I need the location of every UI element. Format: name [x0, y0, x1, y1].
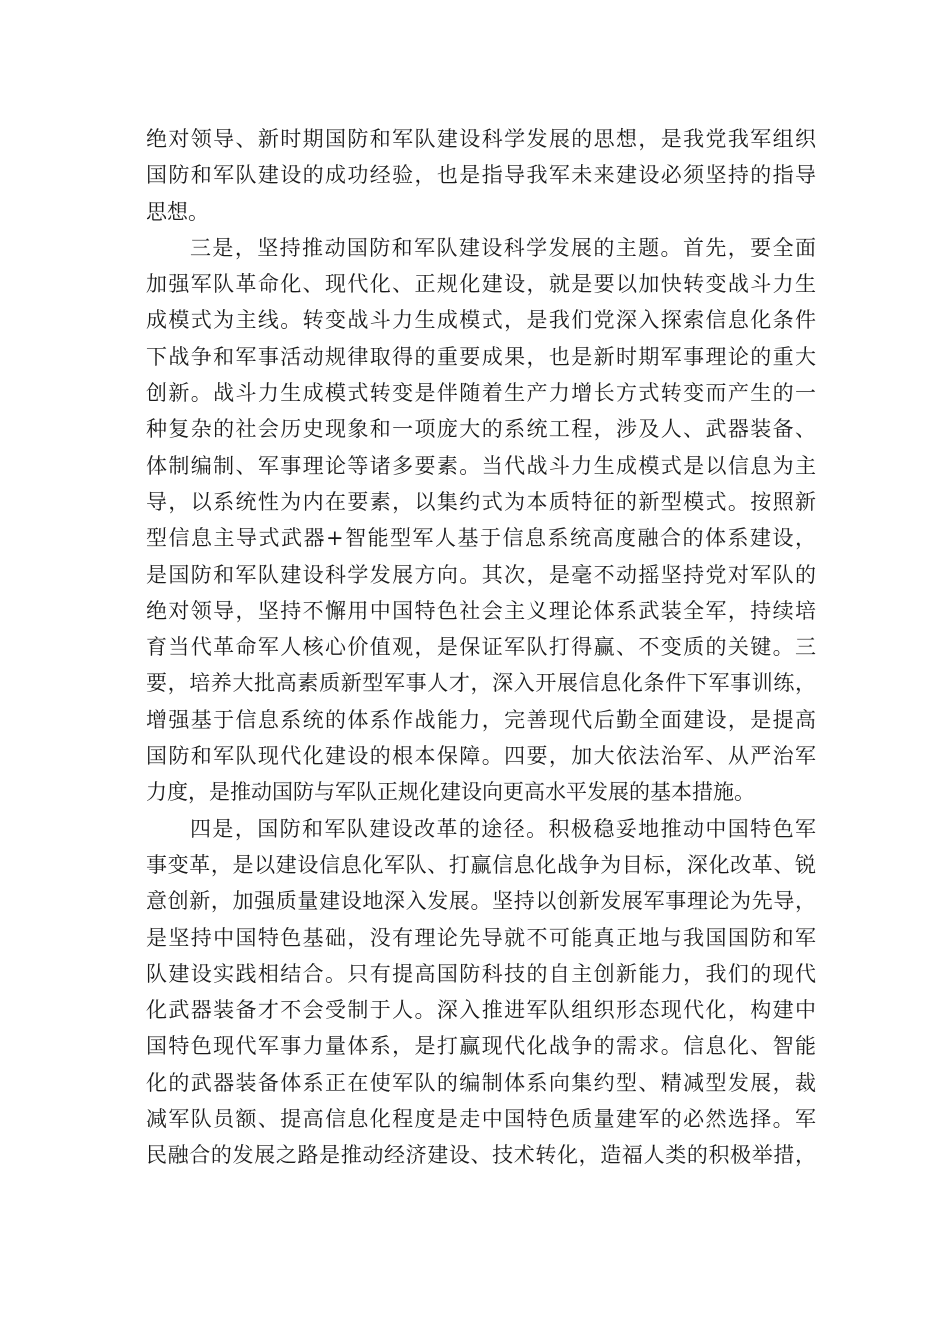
text-line: 型信息主导式武器+智能型军人基于信息系统高度融合的体系建设， [146, 526, 816, 551]
text-line: 化武器装备才不会受制于人。深入推进军队组织形态现代化，构建中 [146, 998, 816, 1023]
text-line: 意创新，加强质量建设地深入发展。坚持以创新发展军事理论为先导， [146, 889, 816, 914]
text-line: 事变革，是以建设信息化军队、打赢信息化战争为目标，深化改革、锐 [146, 852, 816, 877]
text-line: 思想。 [146, 199, 209, 224]
body-text [146, 121, 816, 1174]
text-line: 绝对领导、新时期国防和军队建设科学发展的思想，是我党我军组织 [146, 127, 816, 151]
text-line: 育当代革命军人核心价值观，是保证军队打得赢、不变质的关键。三 [146, 635, 816, 660]
text-line: 导，以系统性为内在要素，以集约式为本质特征的新型模式。按照新 [146, 489, 816, 514]
text-line: 民融合的发展之路是推动经济建设、技术转化，造福人类的积极举措， [146, 1143, 816, 1168]
text-line: 下战争和军事活动规律取得的重要成果，也是新时期军事理论的重大 [146, 344, 816, 369]
paragraph [146, 230, 816, 811]
text-line: 四是，国防和军队建设改革的途径。积极稳妥地推动中国特色军 [190, 816, 816, 841]
text-line: 成模式为主线。转变战斗力生成模式，是我们党深入探索信息化条件 [146, 308, 816, 333]
text-line: 国防和军队现代化建设的根本保障。四要，加大依法治军、从严治军 [146, 744, 816, 769]
text-line: 国特色现代军事力量体系，是打赢现代化战争的需求。信息化、智能 [146, 1034, 816, 1059]
paragraph [146, 811, 816, 1174]
text-line: 是坚持中国特色基础，没有理论先导就不可能真正地与我国国防和军 [146, 925, 816, 950]
text-line: 国防和军队建设的成功经验，也是指导我军未来建设必须坚持的指导 [146, 163, 816, 188]
paragraph [146, 121, 816, 230]
text-line: 体制编制、军事理论等诸多要素。当代战斗力生成模式是以信息为主 [146, 453, 816, 478]
text-line: 创新。战斗力生成模式转变是伴随着生产力增长方式转变而产生的一 [146, 381, 816, 406]
text-line: 要，培养大批高素质新型军事人才，深入开展信息化条件下军事训练， [146, 671, 816, 696]
text-line: 是国防和军队建设科学发展方向。其次，是毫不动摇坚持党对军队的 [146, 562, 816, 587]
text-line: 化的武器装备体系正在使军队的编制体系向集约型、精减型发展，裁 [146, 1070, 816, 1095]
text-line: 三是，坚持推动国防和军队建设科学发展的主题。首先，要全面 [190, 235, 816, 260]
text-line: 加强军队革命化、现代化、正规化建设，就是要以加快转变战斗力生 [146, 272, 816, 297]
text-line: 绝对领导，坚持不懈用中国特色社会主义理论体系武装全军，持续培 [146, 598, 816, 623]
text-line: 力度，是推动国防与军队正规化建设向更高水平发展的基本措施。 [146, 780, 755, 805]
text-line: 队建设实践相结合。只有提高国防科技的自主创新能力，我们的现代 [146, 961, 816, 986]
text-line: 增强基于信息系统的体系作战能力，完善现代后勤全面建设，是提高 [146, 707, 816, 732]
text-line: 种复杂的社会历史现象和一项庞大的系统工程，涉及人、武器装备、 [146, 417, 816, 442]
text-line: 减军队员额、提高信息化程度是走中国特色质量建军的必然选择。军 [146, 1107, 816, 1132]
